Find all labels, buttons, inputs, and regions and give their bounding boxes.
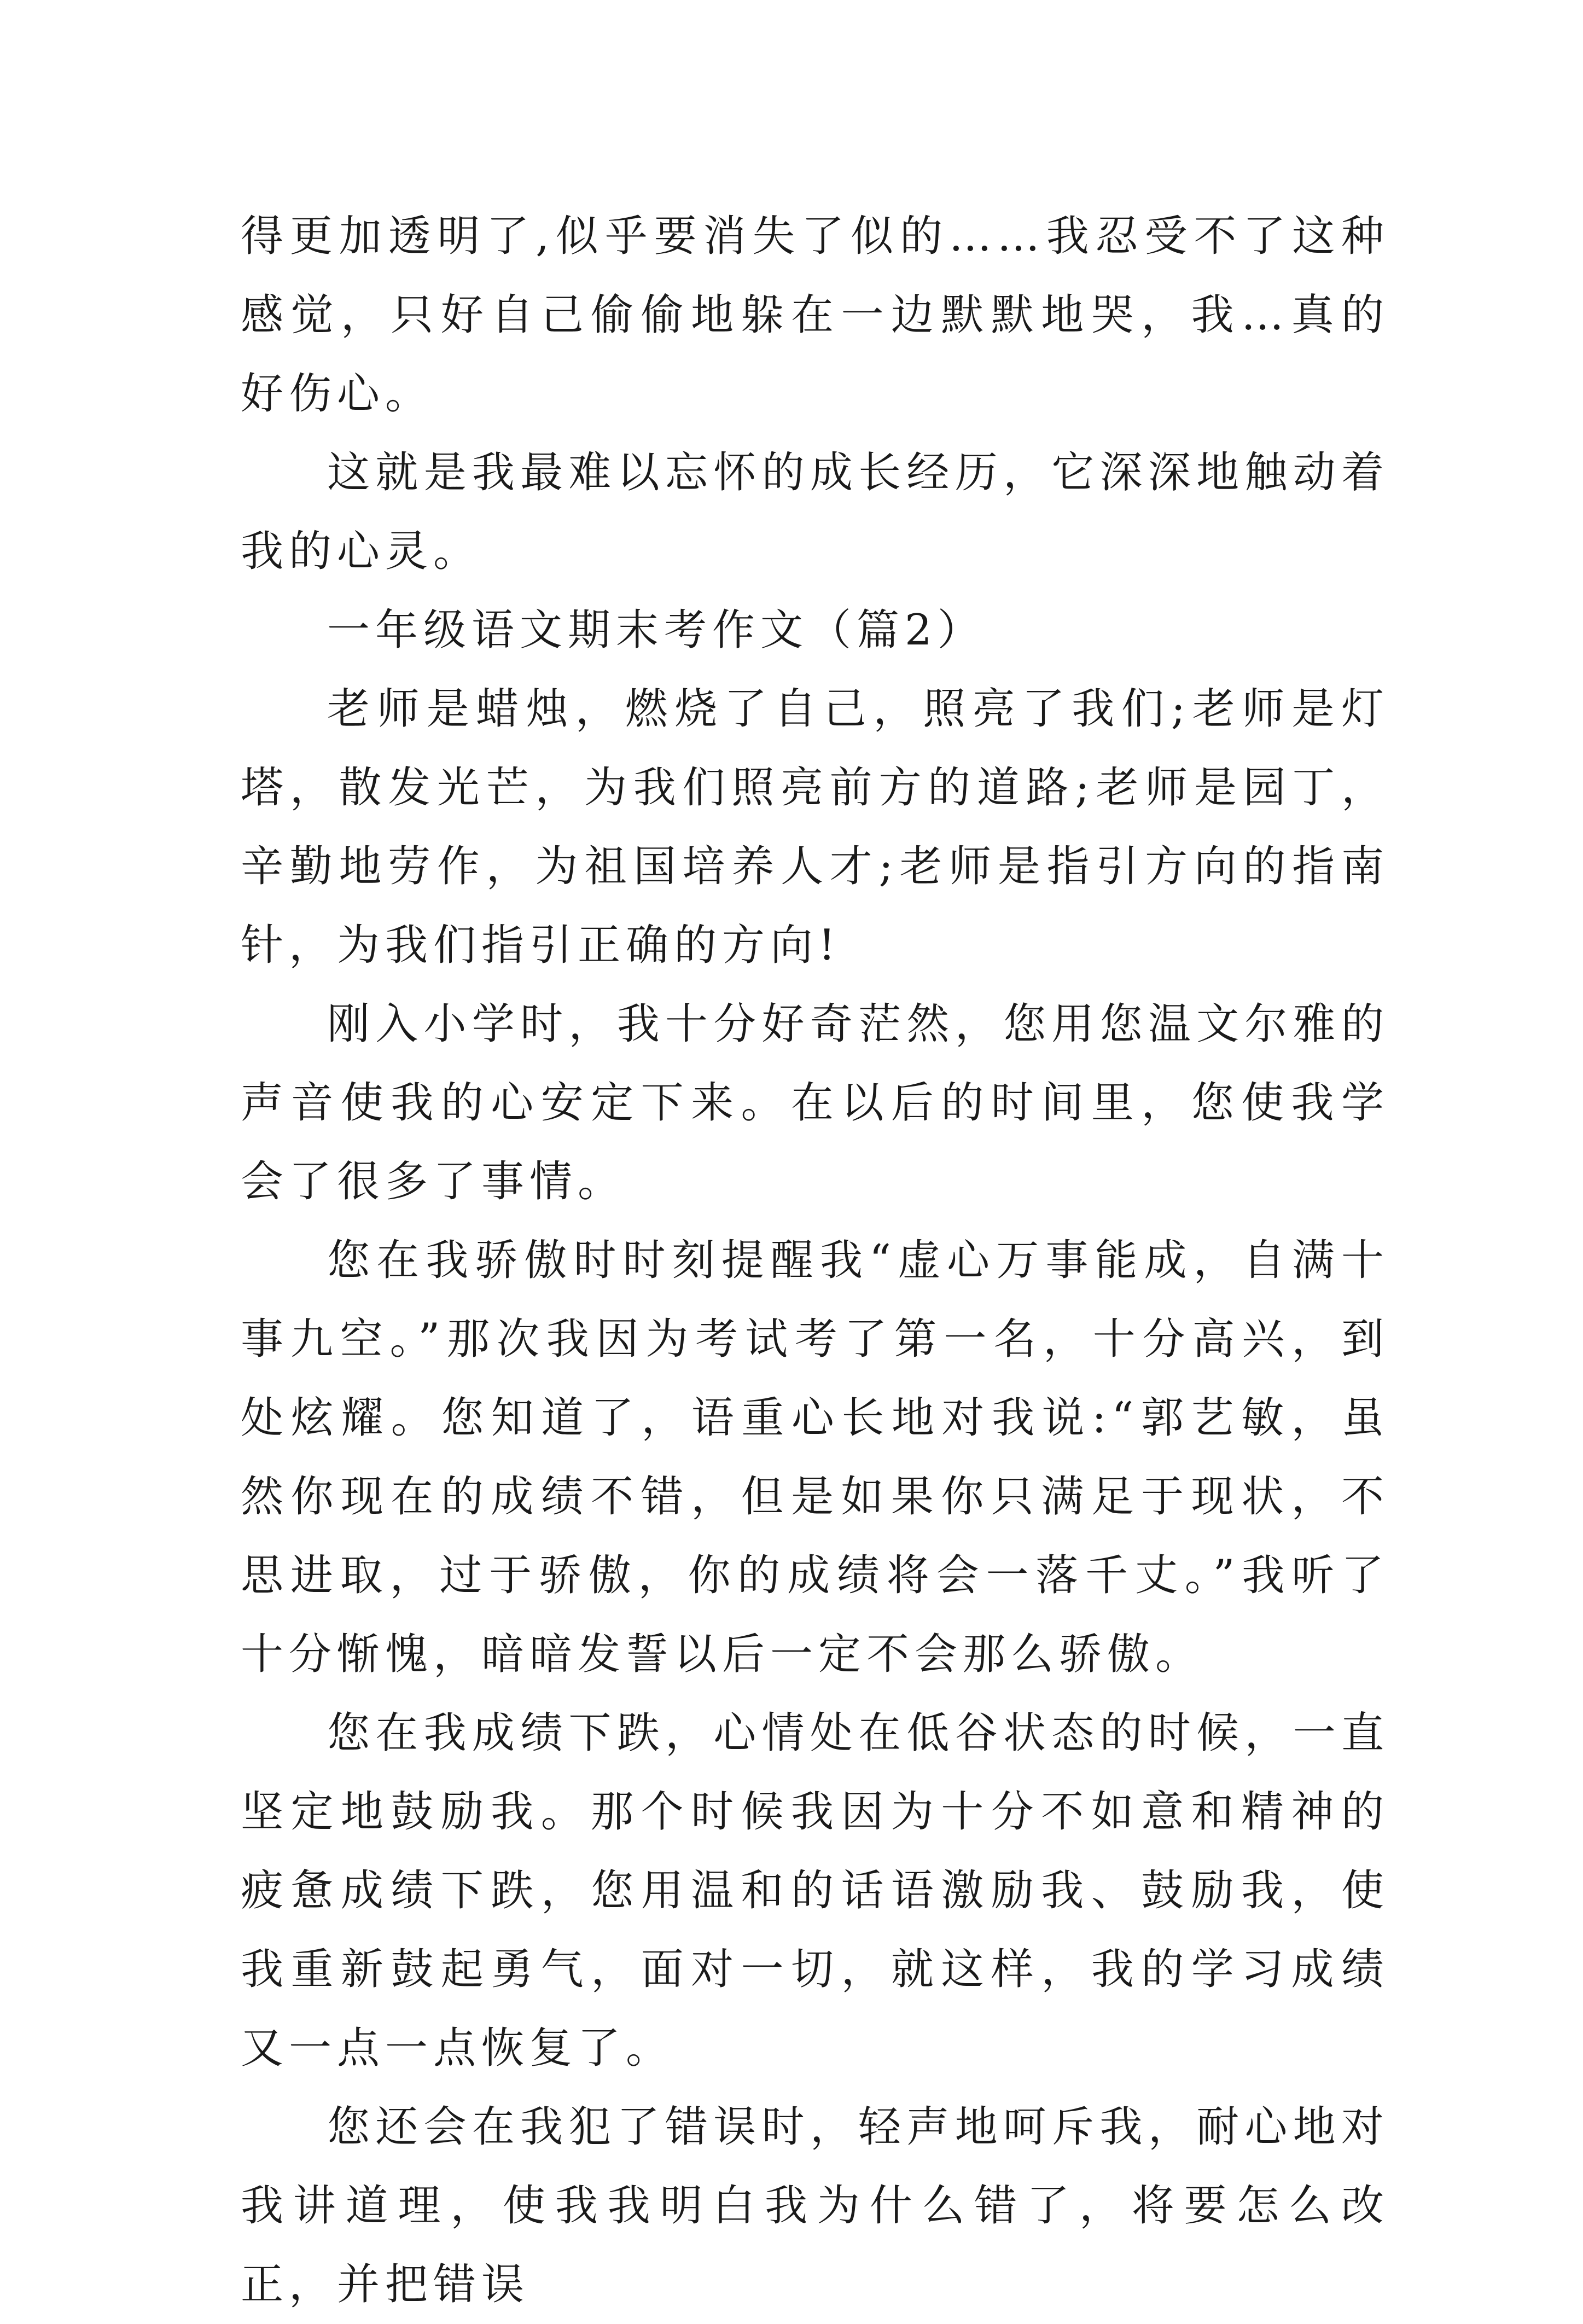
paragraph: 您还会在我犯了错误时，轻声地呵斥我，耐心地对我讲道理，使我我明白我为什么错了，将要怎么改正，并把错误: [241, 2102, 1389, 2309]
paragraph: 得更加透明了,似乎要消失了似的……我忍受不了这种感觉，只好自己偷偷地躲在一边默默地哭，我…真的好伤心。: [241, 212, 1389, 419]
paragraph: 老师是蜡烛，燃烧了自己，照亮了我们;老师是灯塔，散发光芒，为我们照亮前方的道路;老师是园丁，辛勤地劳作，为祖国培养人才;老师是指引方向的指南针，为我们指引正确的方向!: [241, 684, 1389, 970]
paragraph: 您在我成绩下跌，心情处在低谷状态的时候，一直坚定地鼓励我。那个时候我因为十分不如意和精神的疲惫成绩下跌，您用温和的话语激励我、鼓励我，使我重新鼓起勇气，面对一切，就这样，我的学习成绩又一点一点恢复了。: [241, 1709, 1389, 2073]
paragraph: 这就是我最难以忘怀的成长经历，它深深地触动着我的心灵。: [241, 448, 1389, 576]
document-body: [241, 197, 1389, 2324]
paragraph: 您在我骄傲时时刻提醒我“虚心万事能成，自满十事九空。”那次我因为考试考了第一名，十分高兴，到处炫耀。您知道了，语重心长地对我说:“郭艺敏，虽然你现在的成绩不错，但是如果你只满足于现状，不思进取，过于骄傲，你的成绩将会一落千丈。”我听了十分惭愧，暗暗发誓以后一定不会那么骄傲。: [241, 1236, 1389, 1679]
paragraph: 刚入小学时，我十分好奇茫然，您用您温文尔雅的声音使我的心安定下来。在以后的时间里，您使我学会了很多了事情。: [241, 1000, 1389, 1206]
section-heading: 一年级语文期末考作文（篇2）: [327, 606, 986, 655]
